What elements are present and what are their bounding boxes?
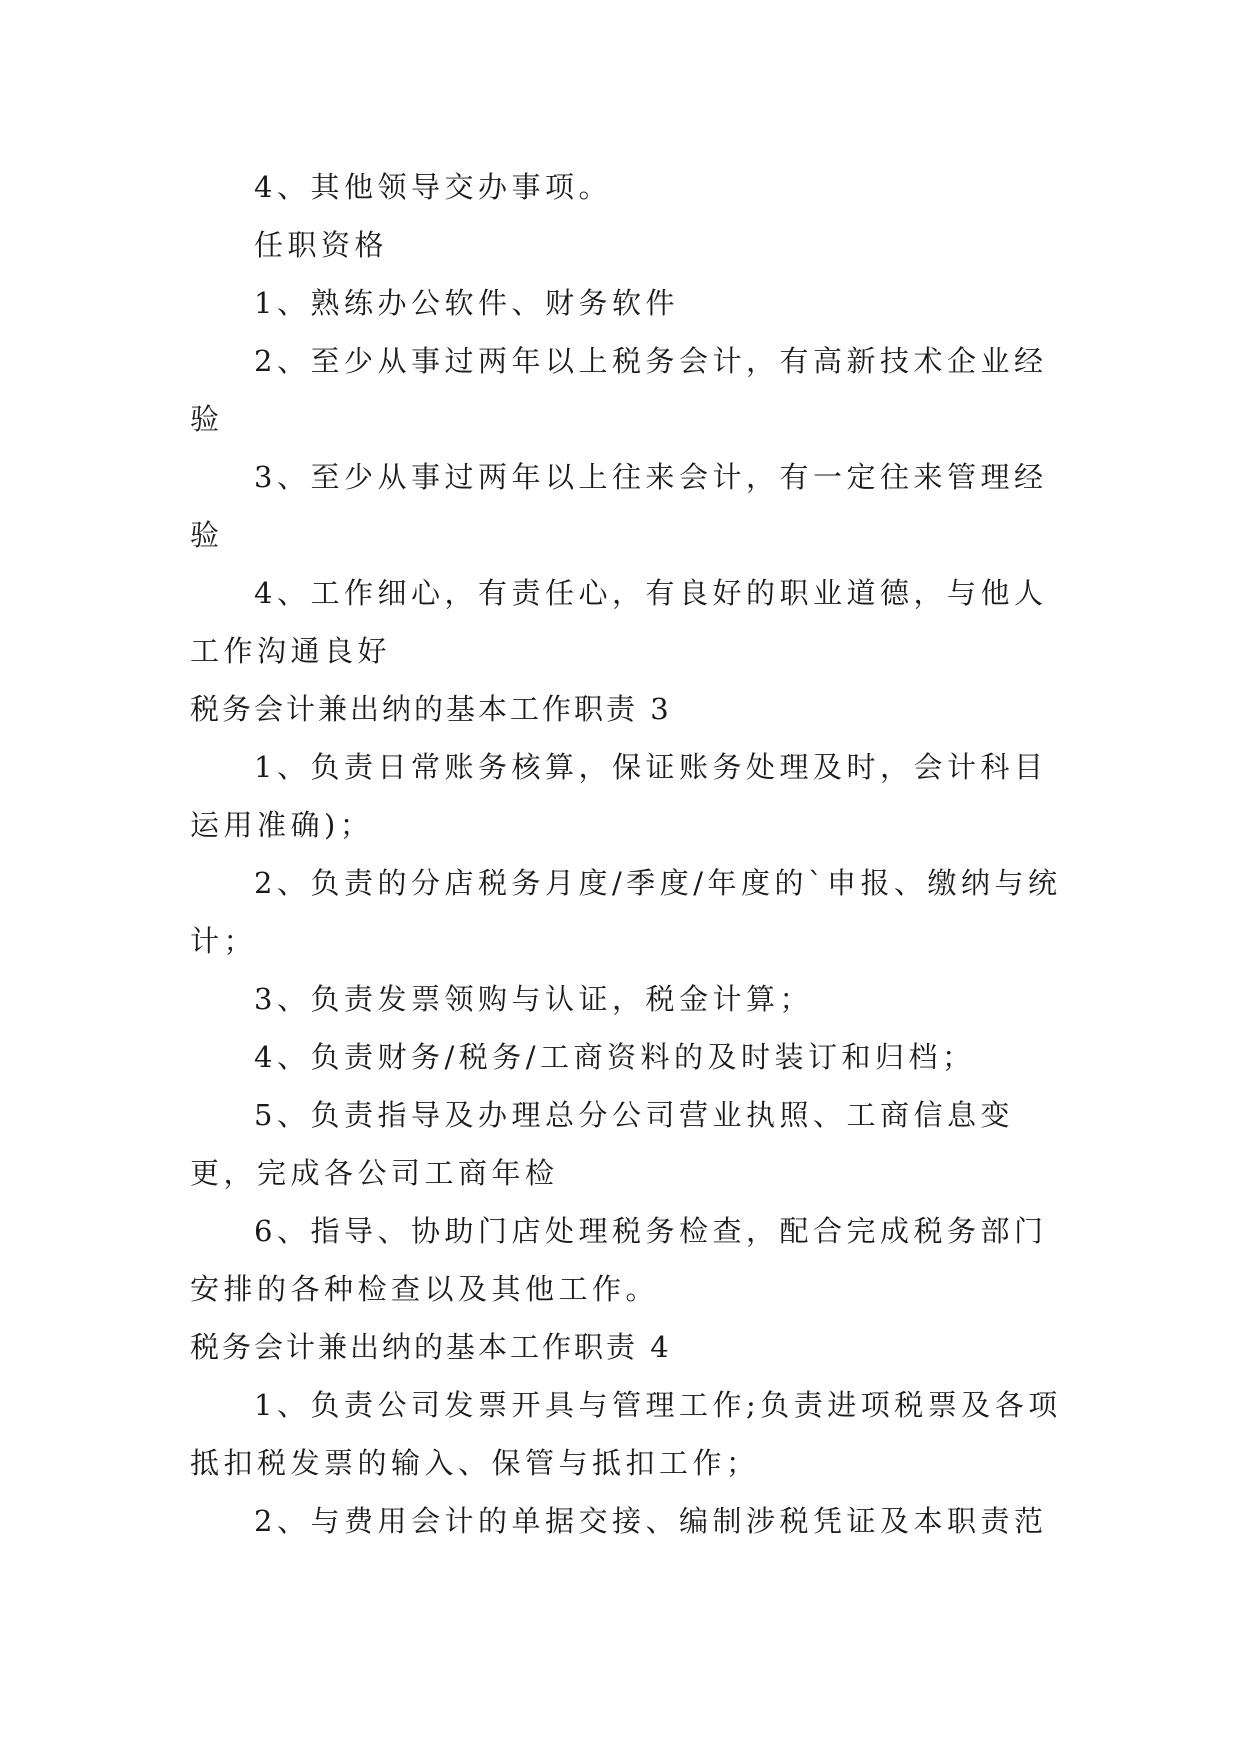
section-heading: 税务会计兼出纳的基本工作职责 3	[190, 692, 672, 726]
paragraph: 3、负责发票领购与认证，税金计算；	[254, 982, 813, 1016]
paragraph: 2、负责的分店税务月度/季度/年度的`申报、缴纳与统计；	[190, 866, 1062, 958]
paragraph: 1、负责日常账务核算，保证账务处理及时，会计科目运用准确)；	[190, 750, 1048, 842]
paragraph: 4、其他领导交办事项。	[254, 170, 612, 204]
paragraph: 6、指导、协助门店处理税务检查，配合完成税务部门安排的各种检查以及其他工作。	[190, 1214, 1048, 1306]
paragraph: 4、工作细心，有责任心，有良好的职业道德，与他人工作沟通良好	[190, 576, 1048, 668]
paragraph: 1、负责公司发票开具与管理工作;负责进项税票及各项抵扣税发票的输入、保管与抵扣工作；	[190, 1388, 1062, 1480]
paragraph: 1、熟练办公软件、财务软件	[254, 286, 679, 320]
paragraph: 3、至少从事过两年以上往来会计，有一定往来管理经验	[190, 460, 1048, 552]
paragraph: 5、负责指导及办理总分公司营业执照、工商信息变更，完成各公司工商年检	[190, 1098, 1014, 1190]
section-heading: 税务会计兼出纳的基本工作职责 4	[190, 1330, 672, 1364]
paragraph: 2、与费用会计的单据交接、编制涉税凭证及本职责范	[254, 1504, 1048, 1538]
document-body	[190, 158, 1070, 1550]
section-label: 任职资格	[254, 228, 389, 262]
paragraph: 4、负责财务/税务/工商资料的及时装订和归档；	[254, 1040, 976, 1074]
paragraph: 2、至少从事过两年以上税务会计，有高新技术企业经验	[190, 344, 1048, 436]
